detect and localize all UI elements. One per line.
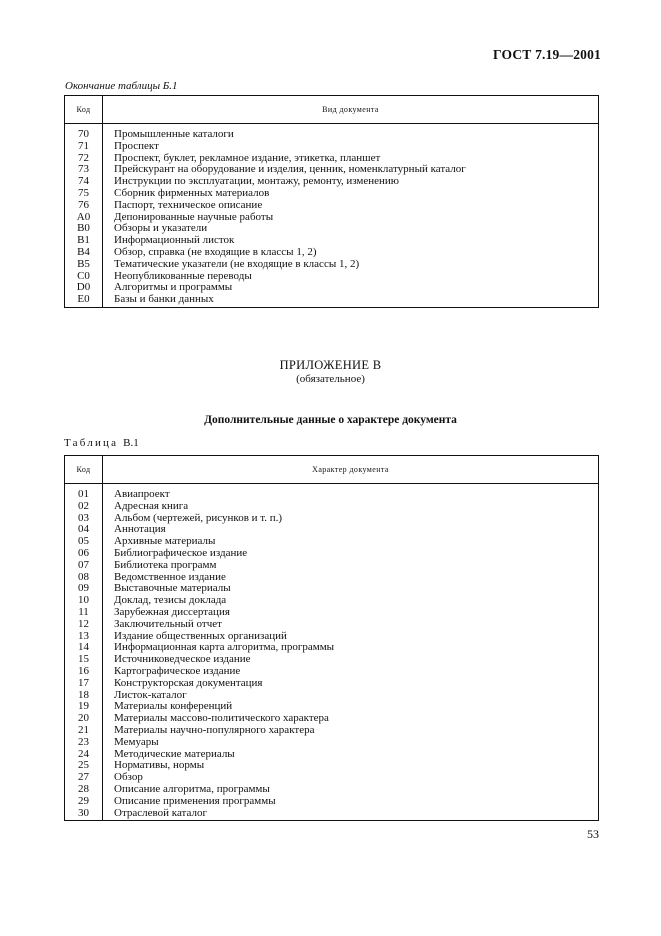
table-row	[65, 760, 599, 772]
table-row	[65, 548, 599, 560]
section-title: Дополнительные данные о характере документа	[204, 414, 457, 426]
page-number: 53	[587, 827, 599, 841]
row-name: Паспорт, техническое описание	[103, 200, 599, 212]
row-code: 18	[65, 690, 103, 702]
row-name: Архивные материалы	[103, 536, 599, 548]
table-row	[65, 808, 599, 821]
row-name: Выставочные материалы	[103, 583, 599, 595]
row-name: Методические материалы	[103, 749, 599, 761]
row-name: Издание общественных организаций	[103, 631, 599, 643]
row-code: 24	[65, 749, 103, 761]
table-row	[65, 200, 599, 212]
row-code: 75	[65, 188, 103, 200]
row-code: 21	[65, 725, 103, 737]
row-code: 01	[65, 484, 103, 501]
row-name: Авиапроект	[103, 484, 599, 501]
table-caption-word: Таблица	[64, 437, 119, 449]
table-row	[65, 259, 599, 271]
table-row	[65, 560, 599, 572]
row-code: 19	[65, 701, 103, 713]
row-name: Тематические указатели (не входящие в классы 1, 2)	[103, 259, 599, 271]
table-row	[65, 124, 599, 141]
table-row	[65, 607, 599, 619]
column-header-code: Код	[65, 456, 103, 484]
row-code: 73	[65, 164, 103, 176]
table-row	[65, 796, 599, 808]
row-name: Библиографическое издание	[103, 548, 599, 560]
row-code: B4	[65, 247, 103, 259]
table-header-row	[65, 96, 599, 124]
row-code: 17	[65, 678, 103, 690]
table-row	[65, 725, 599, 737]
row-name: Информационный листок	[103, 235, 599, 247]
table-row	[65, 737, 599, 749]
row-name: Заключительный отчет	[103, 619, 599, 631]
row-name: Ведомственное издание	[103, 572, 599, 584]
row-name: Доклад, тезисы доклада	[103, 595, 599, 607]
row-name: Проспект, буклет, рекламное издание, этикетка, планшет	[103, 153, 599, 165]
row-name: Мемуары	[103, 737, 599, 749]
row-name: Депонированные научные работы	[103, 212, 599, 224]
row-code: 11	[65, 607, 103, 619]
row-code: 12	[65, 619, 103, 631]
table-row	[65, 247, 599, 259]
row-code: 30	[65, 808, 103, 821]
row-name: Листок-каталог	[103, 690, 599, 702]
row-name: Инструкции по эксплуатации, монтажу, ремонту, изменению	[103, 176, 599, 188]
row-code: B5	[65, 259, 103, 271]
row-name: Обзоры и указатели	[103, 223, 599, 235]
row-code: 76	[65, 200, 103, 212]
table-row	[65, 188, 599, 200]
row-code: 02	[65, 501, 103, 513]
row-code: 04	[65, 524, 103, 536]
row-code: 71	[65, 141, 103, 153]
row-code: 09	[65, 583, 103, 595]
row-code: 13	[65, 631, 103, 643]
row-code: 20	[65, 713, 103, 725]
row-code: 27	[65, 772, 103, 784]
row-name: Описание применения программы	[103, 796, 599, 808]
row-code: 10	[65, 595, 103, 607]
row-name: Нормативы, нормы	[103, 760, 599, 772]
row-code: A0	[65, 212, 103, 224]
row-code: 16	[65, 666, 103, 678]
row-code: 03	[65, 513, 103, 525]
row-name: Материалы массово-политического характера	[103, 713, 599, 725]
row-name: Проспект	[103, 141, 599, 153]
row-code: B0	[65, 223, 103, 235]
column-header-document-character: Характер документа	[103, 456, 599, 484]
row-name: Альбом (чертежей, рисунков и т. п.)	[103, 513, 599, 525]
row-code: 23	[65, 737, 103, 749]
row-name: Библиотека программ	[103, 560, 599, 572]
table-row	[65, 294, 599, 307]
row-name: Обзор, справка (не входящие в классы 1, 2)	[103, 247, 599, 259]
row-name: Зарубежная диссертация	[103, 607, 599, 619]
table-row	[65, 784, 599, 796]
row-name: Описание алгоритма, программы	[103, 784, 599, 796]
appendix-subtitle: (обязательное)	[296, 373, 365, 385]
row-code: 25	[65, 760, 103, 772]
row-name: Алгоритмы и программы	[103, 282, 599, 294]
row-code: D0	[65, 282, 103, 294]
row-name: Обзор	[103, 772, 599, 784]
table-caption-number: В.1	[123, 437, 139, 449]
row-name: Прейскурант на оборудование и изделия, ценник, номенклатурный каталог	[103, 164, 599, 176]
row-code: 29	[65, 796, 103, 808]
row-name: Конструкторская документация	[103, 678, 599, 690]
table-row	[65, 484, 599, 501]
row-name: Информационная карта алгоритма, программы	[103, 642, 599, 654]
row-code: 05	[65, 536, 103, 548]
row-name: Базы и банки данных	[103, 294, 599, 307]
appendix-title: ПРИЛОЖЕНИЕ В	[279, 358, 382, 372]
table-v1-caption	[64, 437, 139, 449]
standard-number: ГОСТ 7.19—2001	[493, 47, 601, 62]
row-name: Аннотация	[103, 524, 599, 536]
table-b1-caption: Окончание таблицы Б.1	[65, 80, 178, 92]
row-code: B1	[65, 235, 103, 247]
table-row	[65, 678, 599, 690]
table-row	[65, 666, 599, 678]
row-code: 70	[65, 124, 103, 141]
row-code: 07	[65, 560, 103, 572]
table-header-row	[65, 456, 599, 484]
row-name: Промышленные каталоги	[103, 124, 599, 141]
row-name: Источниковедческое издание	[103, 654, 599, 666]
column-header-document-type: Вид документа	[103, 96, 599, 124]
table-row	[65, 501, 599, 513]
table-row	[65, 619, 599, 631]
row-name: Адресная книга	[103, 501, 599, 513]
row-name: Сборник фирменных материалов	[103, 188, 599, 200]
table-v1	[64, 455, 599, 821]
column-header-code: Код	[65, 96, 103, 124]
row-code: 28	[65, 784, 103, 796]
table-row	[65, 141, 599, 153]
row-code: 14	[65, 642, 103, 654]
row-name: Материалы конференций	[103, 701, 599, 713]
row-code: C0	[65, 271, 103, 283]
row-code: 74	[65, 176, 103, 188]
row-code: 72	[65, 153, 103, 165]
row-code: 15	[65, 654, 103, 666]
row-name: Отраслевой каталог	[103, 808, 599, 821]
row-name: Картографическое издание	[103, 666, 599, 678]
row-code: E0	[65, 294, 103, 307]
row-name: Материалы научно-популярного характера	[103, 725, 599, 737]
table-b1	[64, 95, 599, 308]
row-name: Неопубликованные переводы	[103, 271, 599, 283]
row-code: 06	[65, 548, 103, 560]
row-code: 08	[65, 572, 103, 584]
